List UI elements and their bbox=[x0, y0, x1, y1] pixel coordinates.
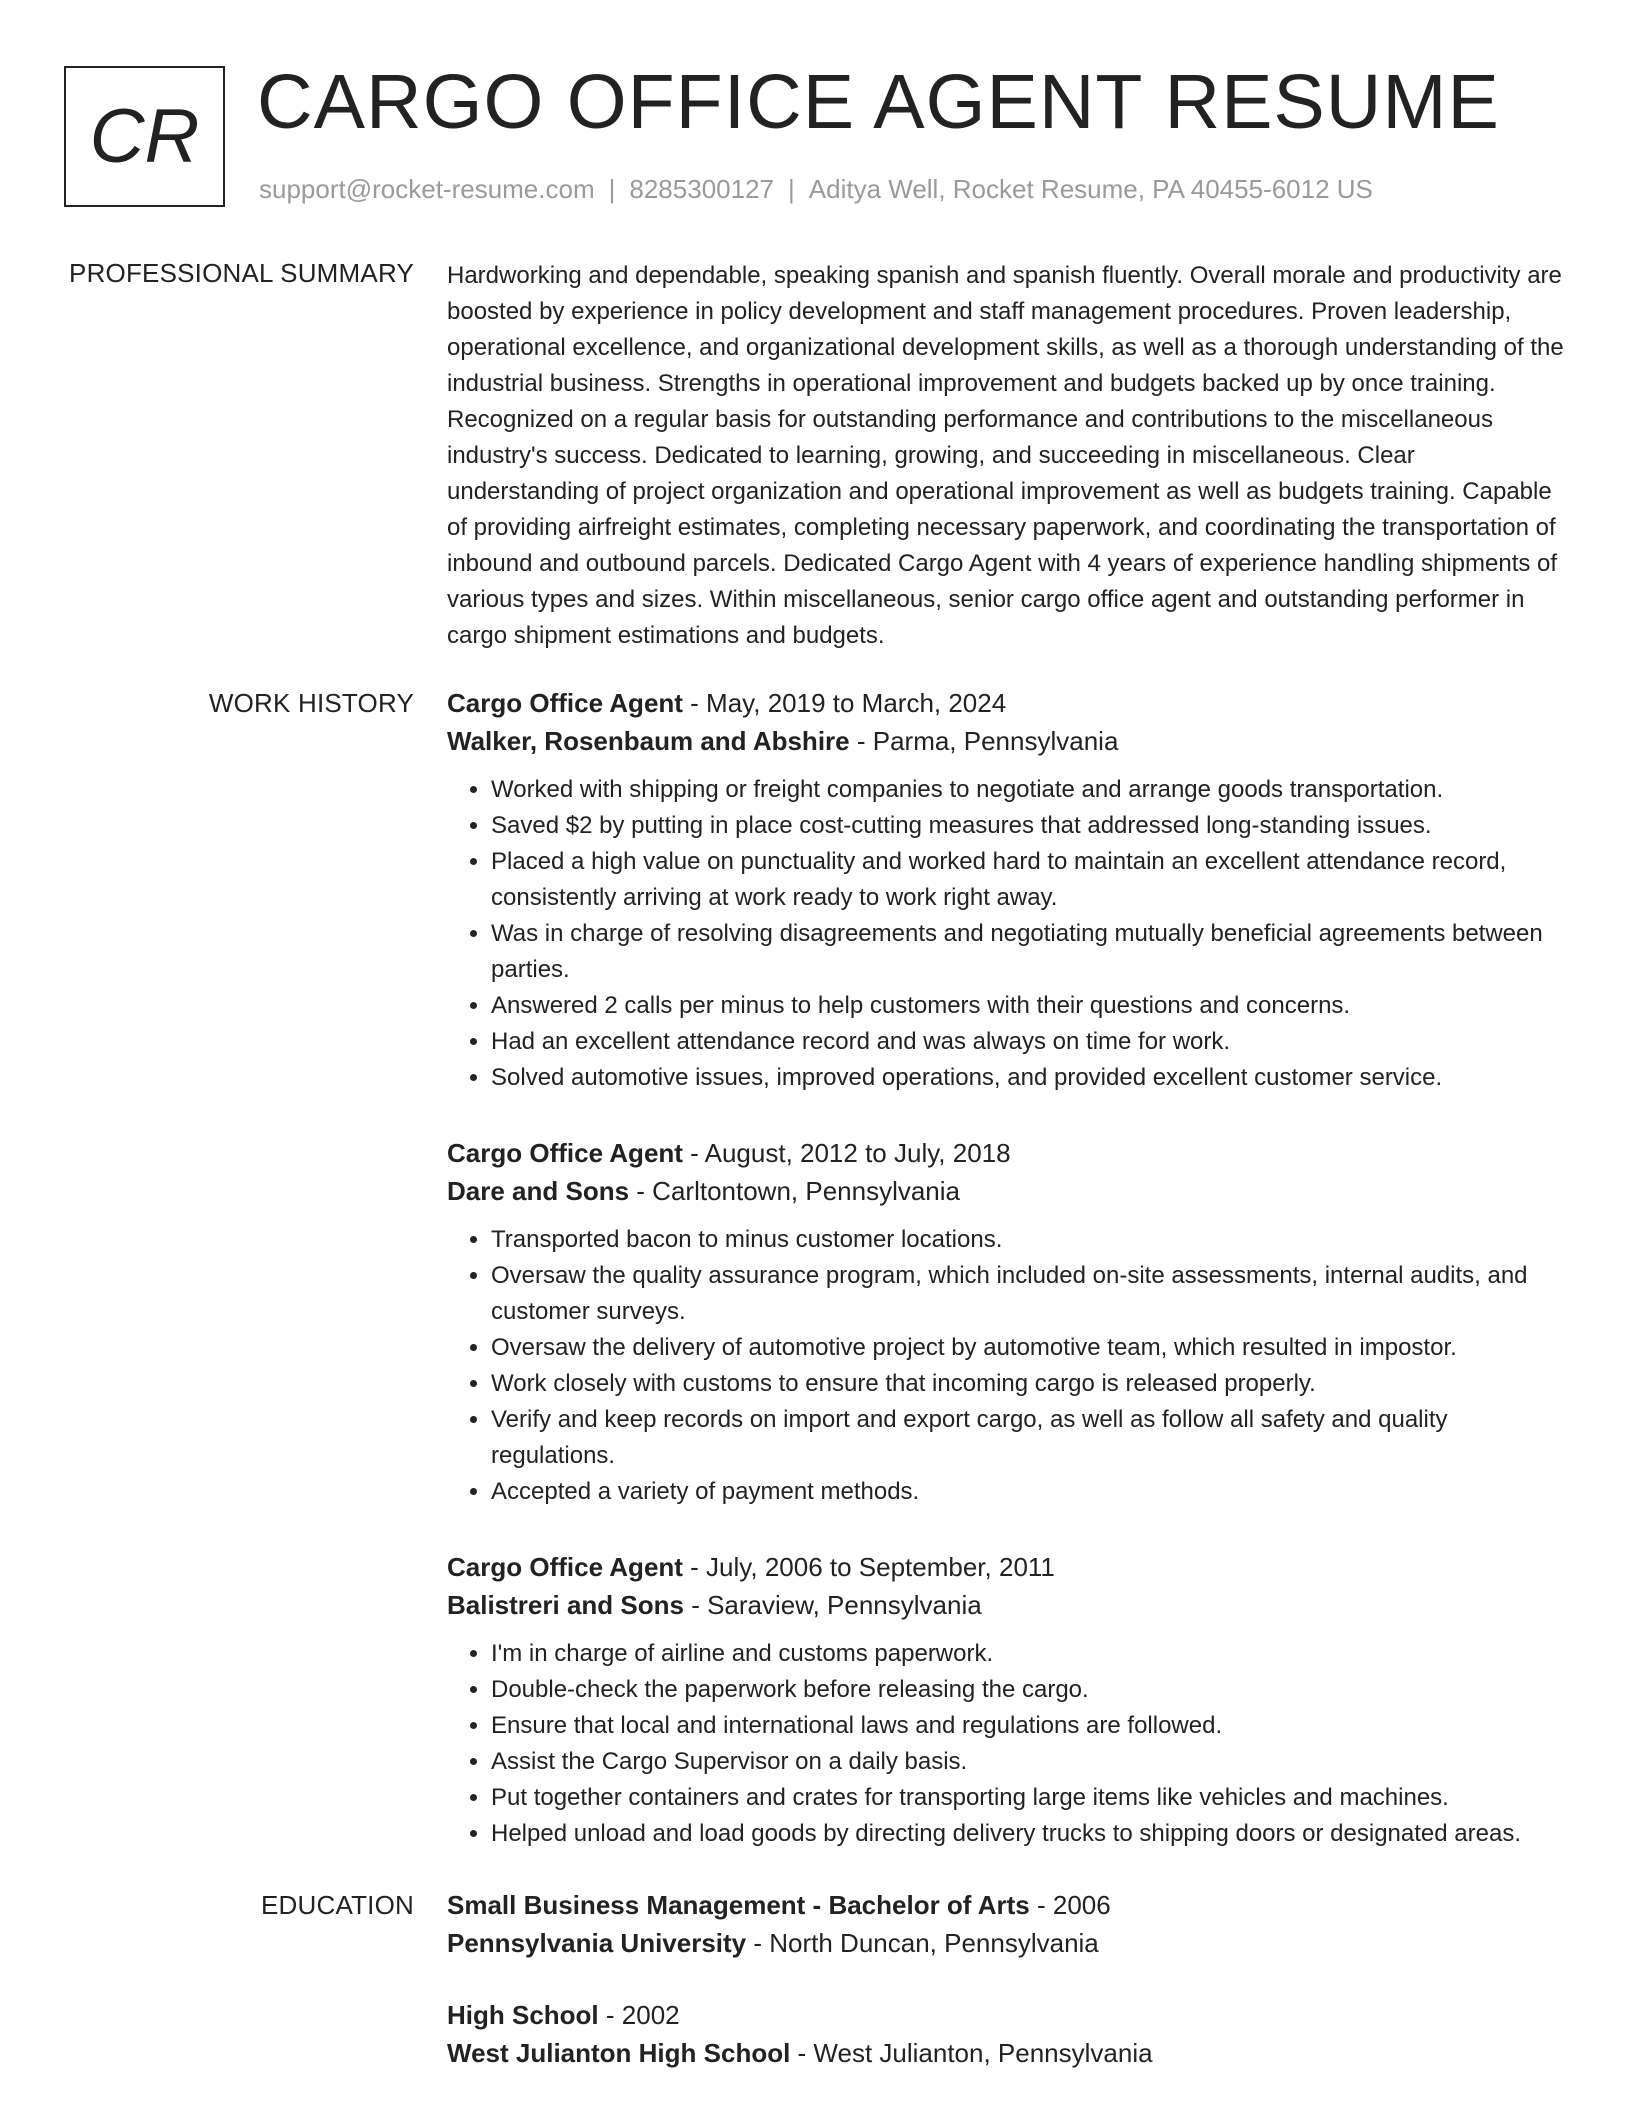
job-location: - Saraview, Pennsylvania bbox=[683, 1590, 982, 1620]
monogram-logo: CR bbox=[64, 66, 225, 207]
job-bullet: • Placed a high value on punctuality and worked hard to maintain an excellent attendance record, consistently arriving at work ready to work right away. bbox=[491, 844, 1567, 916]
section-label-education: EDUCATION bbox=[261, 1890, 414, 1920]
education-degree-line bbox=[447, 1886, 1567, 1924]
summary-text: Hardworking and dependable, speaking spanish and spanish fluently. Overall morale and productivity are boosted by experience in policy development and staff management procedures. Proven leadership, operational excellence, and organizational development skills, as well as a thorough understanding of the industrial business. Strengths in operational improvement and budgets backed up by once training. Recognized on a regular basis for outstanding performance and contributions to the miscellaneous industry's success. Dedicated to learning, growing, and succeeding in miscellaneous. Clear understanding of project organization and operational improvement as well as budgets training. Capable of providing airfreight estimates, completing necessary paperwork, and coordinating the transportation of inbound and outbound parcels. Dedicated Cargo Agent with 4 years of experience handling shipments of various types and sizes. Within miscellaneous, senior cargo office agent and outstanding performer in cargo shipment estimations and budgets. bbox=[447, 262, 1564, 649]
education-list bbox=[447, 1886, 1567, 2106]
education-degree: Small Business Management - Bachelor of Arts bbox=[447, 1890, 1030, 1920]
job-dates: - August, 2012 to July, 2018 bbox=[682, 1138, 1011, 1168]
job-bullet: • Transported bacon to minus customer locations. bbox=[491, 1222, 1567, 1258]
job-dates: - May, 2019 to March, 2024 bbox=[682, 688, 1007, 718]
job-entry bbox=[447, 684, 1567, 1096]
education-location: - North Duncan, Pennsylvania bbox=[746, 1928, 1099, 1958]
job-bullets bbox=[447, 1636, 1567, 1852]
job-company: Dare and Sons bbox=[447, 1176, 630, 1206]
job-bullet: • Worked with shipping or freight companies to negotiate and arrange goods transportation. bbox=[491, 772, 1567, 808]
job-company: Balistreri and Sons bbox=[447, 1590, 684, 1620]
job-bullet: • Answered 2 calls per minus to help customers with their questions and concerns. bbox=[491, 988, 1567, 1024]
education-degree-line bbox=[447, 1996, 1567, 2034]
job-bullet: • Accepted a variety of payment methods. bbox=[491, 1474, 1567, 1510]
job-title: Cargo Office Agent bbox=[447, 1552, 683, 1582]
contact-line bbox=[259, 174, 1373, 205]
job-title: Cargo Office Agent bbox=[447, 688, 683, 718]
job-bullet: • Saved $2 by putting in place cost-cutting measures that addressed long-standing issues. bbox=[491, 808, 1567, 844]
job-title: Cargo Office Agent bbox=[447, 1138, 683, 1168]
job-dates: - July, 2006 to September, 2011 bbox=[682, 1552, 1055, 1582]
contact-phone[interactable]: 8285300127 bbox=[629, 174, 774, 204]
education-degree: High School bbox=[447, 2000, 599, 2030]
section-label-work-history: WORK HISTORY bbox=[208, 688, 414, 718]
page-title: CARGO OFFICE AGENT RESUME bbox=[257, 59, 1500, 145]
education-school-line bbox=[447, 1924, 1567, 1962]
contact-address: Aditya Well, Rocket Resume, PA 40455-6012 US bbox=[808, 174, 1373, 204]
job-bullets bbox=[447, 1222, 1567, 1510]
job-bullets bbox=[447, 772, 1567, 1096]
job-bullet: • Helped unload and load goods by directing delivery trucks to shipping doors or designated areas. bbox=[491, 1816, 1567, 1852]
job-entry bbox=[447, 1134, 1567, 1510]
education-school: Pennsylvania University bbox=[447, 1928, 747, 1958]
job-title-line bbox=[447, 684, 1567, 722]
job-location: - Parma, Pennsylvania bbox=[849, 726, 1119, 756]
job-bullet: • I'm in charge of airline and customs paperwork. bbox=[491, 1636, 1567, 1672]
job-company: Walker, Rosenbaum and Abshire bbox=[447, 726, 850, 756]
job-bullet: • Work closely with customs to ensure that incoming cargo is released properly. bbox=[491, 1366, 1567, 1402]
contact-separator: | bbox=[608, 174, 616, 204]
education-school: West Julianton High School bbox=[447, 2038, 791, 2068]
education-year: - 2006 bbox=[1029, 1890, 1111, 1920]
contact-separator: | bbox=[788, 174, 795, 204]
job-bullet: • Oversaw the delivery of automotive project by automotive team, which resulted in impostor. bbox=[491, 1330, 1567, 1366]
job-org-line bbox=[447, 722, 1567, 760]
education-school-line bbox=[447, 2034, 1567, 2072]
job-bullet: • Oversaw the quality assurance program, which included on-site assessments, internal audits, and customer surveys. bbox=[491, 1258, 1567, 1330]
job-org-line bbox=[447, 1586, 1567, 1624]
job-bullet: • Assist the Cargo Supervisor on a daily basis. bbox=[491, 1744, 1567, 1780]
education-year: - 2002 bbox=[598, 2000, 680, 2030]
job-bullet: • Had an excellent attendance record and was always on time for work. bbox=[491, 1024, 1567, 1060]
job-bullet: • Solved automotive issues, improved operations, and provided excellent customer service. bbox=[491, 1060, 1567, 1096]
job-title-line bbox=[447, 1134, 1567, 1172]
job-bullet: • Verify and keep records on import and export cargo, as well as follow all safety and quality regulations. bbox=[491, 1402, 1567, 1474]
contact-email[interactable]: support@rocket-resume.com bbox=[259, 174, 595, 204]
education-entry bbox=[447, 1886, 1567, 1962]
resume-header bbox=[64, 59, 1568, 216]
work-history-list bbox=[447, 684, 1567, 1890]
job-location: - Carltontown, Pennsylvania bbox=[629, 1176, 961, 1206]
job-org-line bbox=[447, 1172, 1567, 1210]
education-location: - West Julianton, Pennsylvania bbox=[790, 2038, 1153, 2068]
job-title-line bbox=[447, 1548, 1567, 1586]
job-bullet: • Put together containers and crates for transporting large items like vehicles and machines. bbox=[491, 1780, 1567, 1816]
education-entry bbox=[447, 1996, 1567, 2072]
job-bullet: • Was in charge of resolving disagreements and negotiating mutually beneficial agreements between parties. bbox=[491, 916, 1567, 988]
section-label-summary: PROFESSIONAL SUMMARY bbox=[69, 258, 414, 288]
job-bullet: • Double-check the paperwork before releasing the cargo. bbox=[491, 1672, 1567, 1708]
job-entry bbox=[447, 1548, 1567, 1852]
job-bullet: • Ensure that local and international laws and regulations are followed. bbox=[491, 1708, 1567, 1744]
